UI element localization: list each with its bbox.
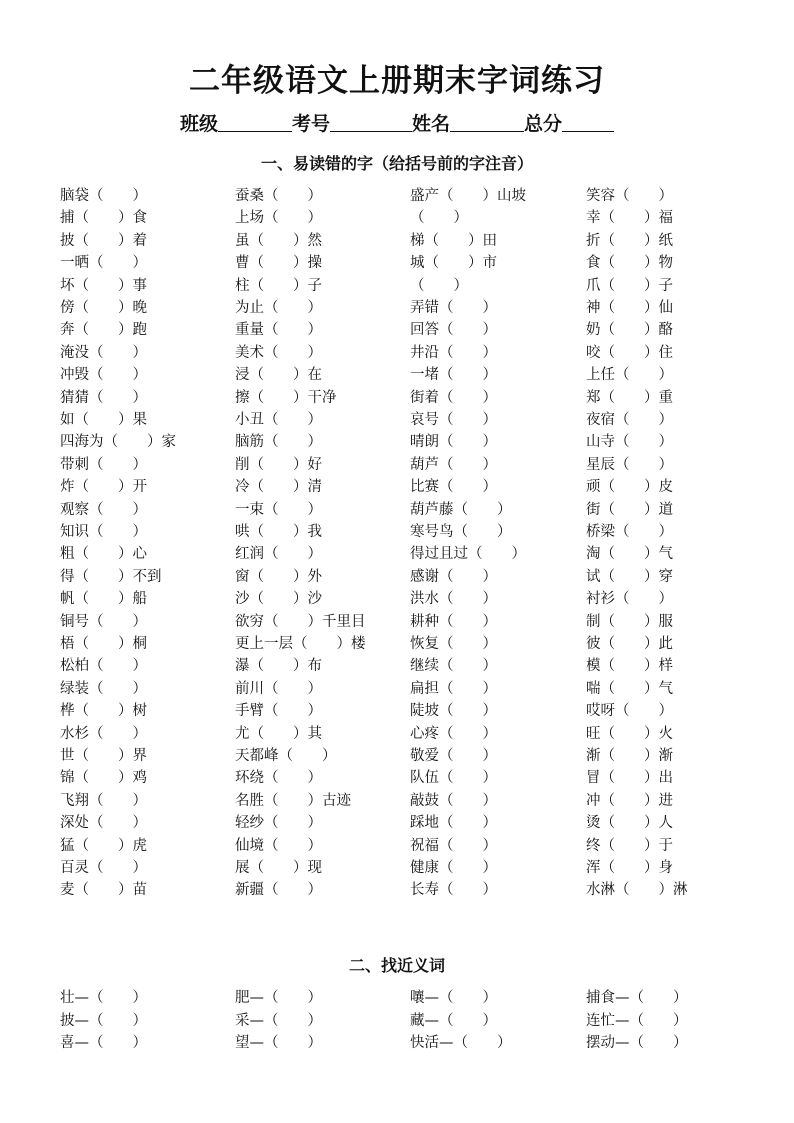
- word-item: 哎呀（ ）: [586, 703, 673, 720]
- word-item: 擦（ ）干净: [235, 389, 337, 406]
- word-item: 知识（ ）: [60, 524, 147, 540]
- word-item: 心疼（ ）: [410, 725, 497, 742]
- synonym-item: 嚷—（ ）: [410, 990, 497, 1006]
- word-item: 桥梁（ ）: [586, 524, 673, 540]
- word-item: 回答（ ）: [410, 322, 497, 339]
- total-score-blank[interactable]: [562, 111, 614, 132]
- word-item: 衬衫（ ）: [586, 591, 673, 608]
- word-item: 得（ ）不到: [60, 568, 162, 585]
- word-row: [0, 499, 794, 521]
- word-item: 粗（ ）心: [60, 546, 147, 563]
- word-item: 感谢（ ）: [410, 568, 497, 585]
- word-item: 得过且过（ ）: [410, 546, 526, 563]
- word-item: 夜宿（ ）: [586, 412, 673, 428]
- word-item: 铜号（ ）: [60, 613, 147, 630]
- word-item: 星辰（ ）: [586, 456, 673, 473]
- word-item: 比赛（ ）: [410, 479, 497, 496]
- word-item: 淹没（ ）: [60, 344, 147, 361]
- word-item: 削（ ）好: [235, 456, 322, 473]
- exam-number-label: 考号: [291, 113, 330, 135]
- word-item: 喘（ ）气: [586, 680, 673, 697]
- word-item: 傍（ ）晚: [60, 300, 147, 316]
- word-item: 一束（ ）: [235, 501, 322, 518]
- word-item: 上任（ ）: [586, 367, 673, 384]
- word-row: [0, 767, 794, 789]
- word-item: 脑袋（ ）: [60, 188, 147, 204]
- word-row: [0, 207, 794, 229]
- page-title: 二年级语文上册期末字词练习: [189, 63, 605, 99]
- word-item: 新疆（ ）: [235, 882, 322, 899]
- word-item: 美术（ ）: [235, 344, 322, 361]
- word-item: 炸（ ）开: [60, 479, 147, 496]
- word-item: 锦（ ）鸡: [60, 770, 147, 787]
- synonym-item: 喜—（ ）: [60, 1035, 147, 1051]
- word-item: 捕（ ）食: [60, 210, 147, 227]
- word-item: 弄错（ ）: [410, 300, 497, 316]
- word-row: [0, 185, 794, 207]
- word-row: [0, 835, 794, 857]
- word-item: 绿装（ ）: [60, 680, 147, 697]
- word-row: [0, 543, 794, 565]
- word-item: 观察（ ）: [60, 501, 147, 518]
- word-item: 试（ ）穿: [586, 568, 673, 585]
- section-2-heading: 二、找近义词: [348, 956, 445, 975]
- synonym-item: 望—（ ）: [235, 1035, 322, 1051]
- word-item: 陡坡（ ）: [410, 703, 497, 720]
- word-row: [0, 342, 794, 364]
- word-item: 沙（ ）沙: [235, 591, 322, 608]
- word-row: [0, 230, 794, 252]
- word-item: 井沿（ ）: [410, 344, 497, 361]
- student-info-line: [0, 110, 794, 138]
- word-item: 为止（ ）: [235, 300, 322, 316]
- word-item: 晴朗（ ）: [410, 434, 497, 451]
- word-item: 帆（ ）船: [60, 591, 147, 608]
- word-item: 名胜（ ）古迹: [235, 792, 351, 809]
- word-row: [0, 521, 794, 543]
- word-item: 冷（ ）清: [235, 479, 322, 496]
- word-item: 幸（ ）福: [586, 210, 673, 227]
- word-item: （ ）: [410, 277, 468, 294]
- word-item: 冲毁（ ）: [60, 367, 147, 384]
- word-row: [0, 454, 794, 476]
- name-blank[interactable]: [450, 111, 524, 132]
- synonym-item: 摆动—（ ）: [586, 1035, 688, 1051]
- word-item: 山寺（ ）: [586, 434, 673, 451]
- name-label: 姓名: [412, 113, 451, 135]
- word-item: 葫芦藤（ ）: [410, 501, 512, 518]
- word-item: 梧（ ）桐: [60, 636, 147, 652]
- word-row: [0, 745, 794, 767]
- word-item: 终（ ）于: [586, 837, 673, 854]
- word-row: [0, 319, 794, 341]
- word-item: 队伍（ ）: [410, 770, 497, 787]
- word-item: 城（ ）市: [410, 255, 497, 272]
- word-item: 重量（ ）: [235, 322, 322, 339]
- word-item: 寒号鸟（ ）: [410, 524, 512, 540]
- word-row: [0, 857, 794, 879]
- word-item: 手臂（ ）: [235, 703, 322, 720]
- word-row: [0, 678, 794, 700]
- word-row: [0, 723, 794, 745]
- word-item: 深处（ ）: [60, 815, 147, 832]
- class-label: 班级: [179, 113, 218, 135]
- word-item: 飞翔（ ）: [60, 792, 147, 809]
- word-item: 制（ ）服: [586, 613, 673, 630]
- word-item: 仙境（ ）: [235, 837, 322, 854]
- word-item: 世（ ）界: [60, 748, 147, 764]
- word-item: 披（ ）着: [60, 232, 147, 249]
- word-item: 梯（ ）田: [410, 232, 497, 249]
- word-item: 曹（ ）操: [235, 255, 322, 272]
- word-item: 水淋（ ）淋: [586, 882, 688, 899]
- word-item: 展（ ）现: [235, 860, 322, 876]
- word-item: 哄（ ）我: [235, 524, 322, 540]
- word-row: [0, 879, 794, 901]
- word-row: [0, 476, 794, 498]
- synonym-item: 快活—（ ）: [410, 1035, 512, 1051]
- word-row: [0, 790, 794, 812]
- word-item: 虽（ ）然: [235, 232, 322, 249]
- word-item: 烫（ ）人: [586, 815, 673, 832]
- word-item: 渐（ ）渐: [586, 748, 673, 764]
- word-item: 浑（ ）身: [586, 860, 673, 876]
- synonym-row: [0, 1032, 794, 1054]
- word-item: 敲鼓（ ）: [410, 792, 497, 809]
- word-item: 猛（ ）虎: [60, 837, 147, 854]
- synonym-item: 壮—（ ）: [60, 990, 147, 1006]
- synonym-item: 捕食—（ ）: [586, 990, 688, 1006]
- word-item: 恢复（ ）: [410, 636, 497, 652]
- word-item: （ ）: [410, 210, 468, 227]
- word-item: 洪水（ ）: [410, 591, 497, 608]
- word-row: [0, 588, 794, 610]
- word-row: [0, 431, 794, 453]
- word-item: 耕种（ ）: [410, 613, 497, 630]
- word-item: 天都峰（ ）: [235, 748, 337, 764]
- word-item: 猜猜（ ）: [60, 389, 147, 406]
- word-row: [0, 655, 794, 677]
- word-item: 模（ ）样: [586, 658, 673, 675]
- word-item: 欲穷（ ）千里目: [235, 613, 366, 630]
- word-item: 街（ ）道: [586, 501, 673, 518]
- word-item: 神（ ）仙: [586, 300, 673, 316]
- word-item: 瀑（ ）布: [235, 658, 322, 675]
- word-item: 折（ ）纸: [586, 232, 673, 249]
- word-item: 郑（ ）重: [586, 389, 673, 406]
- word-row: [0, 387, 794, 409]
- word-item: 桦（ ）树: [60, 703, 147, 720]
- word-item: 松柏（ ）: [60, 658, 147, 675]
- synonym-row: [0, 987, 794, 1009]
- word-item: 脑筋（ ）: [235, 434, 322, 451]
- word-item: 长寿（ ）: [410, 882, 497, 899]
- word-item: 冒（ ）出: [586, 770, 673, 787]
- word-item: 哀号（ ）: [410, 412, 497, 428]
- word-item: 一晒（ ）: [60, 255, 147, 272]
- word-item: 盛产（ ）山坡: [410, 188, 526, 204]
- word-row: [0, 633, 794, 655]
- word-item: 爪（ ）子: [586, 277, 673, 294]
- word-item: 彼（ ）此: [586, 636, 673, 652]
- class-blank[interactable]: [218, 111, 292, 132]
- word-row: [0, 252, 794, 274]
- word-row: [0, 700, 794, 722]
- word-item: 窗（ ）外: [235, 568, 322, 585]
- synonym-item: 肥—（ ）: [235, 990, 322, 1006]
- word-item: 踩地（ ）: [410, 815, 497, 832]
- word-item: 淘（ ）气: [586, 546, 673, 563]
- synonym-item: 藏—（ ）: [410, 1012, 497, 1029]
- word-row: [0, 297, 794, 319]
- synonym-item: 采—（ ）: [235, 1012, 322, 1029]
- word-item: 旺（ ）火: [586, 725, 673, 742]
- total-score-label: 总分: [524, 113, 563, 135]
- word-item: 轻纱（ ）: [235, 815, 322, 832]
- word-item: 带刺（ ）: [60, 456, 147, 473]
- word-item: 敬爱（ ）: [410, 748, 497, 764]
- word-item: 健康（ ）: [410, 860, 497, 876]
- word-item: 街着（ ）: [410, 389, 497, 406]
- word-item: 食（ ）物: [586, 255, 673, 272]
- section-1-heading: 一、易读错的字（给括号前的字注音）: [260, 154, 533, 173]
- word-item: 麦（ ）苗: [60, 882, 147, 899]
- word-item: 蚕桑（ ）: [235, 188, 322, 204]
- word-item: 顽（ ）皮: [586, 479, 673, 496]
- word-item: 笑容（ ）: [586, 188, 673, 204]
- word-item: 柱（ ）子: [235, 277, 322, 294]
- word-item: 奔（ ）跑: [60, 322, 147, 339]
- word-item: 上场（ ）: [235, 210, 322, 227]
- word-row: [0, 566, 794, 588]
- word-row: [0, 409, 794, 431]
- word-item: 四海为（ ）家: [60, 434, 176, 451]
- word-item: 环绕（ ）: [235, 770, 322, 787]
- word-item: 更上一层（ ）楼: [235, 636, 366, 652]
- word-item: 如（ ）果: [60, 412, 147, 428]
- word-item: 浸（ ）在: [235, 367, 322, 384]
- word-item: 坏（ ）事: [60, 277, 147, 294]
- word-row: [0, 364, 794, 386]
- word-row: [0, 812, 794, 834]
- synonym-item: 披—（ ）: [60, 1012, 147, 1029]
- word-item: 一堵（ ）: [410, 367, 497, 384]
- synonym-row: [0, 1010, 794, 1032]
- word-item: 水杉（ ）: [60, 725, 147, 742]
- word-item: 尤（ ）其: [235, 725, 322, 742]
- word-item: 前川（ ）: [235, 680, 322, 697]
- word-item: 百灵（ ）: [60, 860, 147, 876]
- word-item: 奶（ ）酪: [586, 322, 673, 339]
- word-row: [0, 611, 794, 633]
- word-item: 冲（ ）进: [586, 792, 673, 809]
- word-item: 祝福（ ）: [410, 837, 497, 854]
- word-item: 葫芦（ ）: [410, 456, 497, 473]
- word-item: 红润（ ）: [235, 546, 322, 563]
- synonym-item: 连忙—（ ）: [586, 1012, 688, 1029]
- word-item: 继续（ ）: [410, 658, 497, 675]
- word-item: 扁担（ ）: [410, 680, 497, 697]
- exam-number-blank[interactable]: [330, 111, 412, 132]
- word-row: [0, 275, 794, 297]
- word-item: 咬（ ）住: [586, 344, 673, 361]
- word-item: 小丑（ ）: [235, 412, 322, 428]
